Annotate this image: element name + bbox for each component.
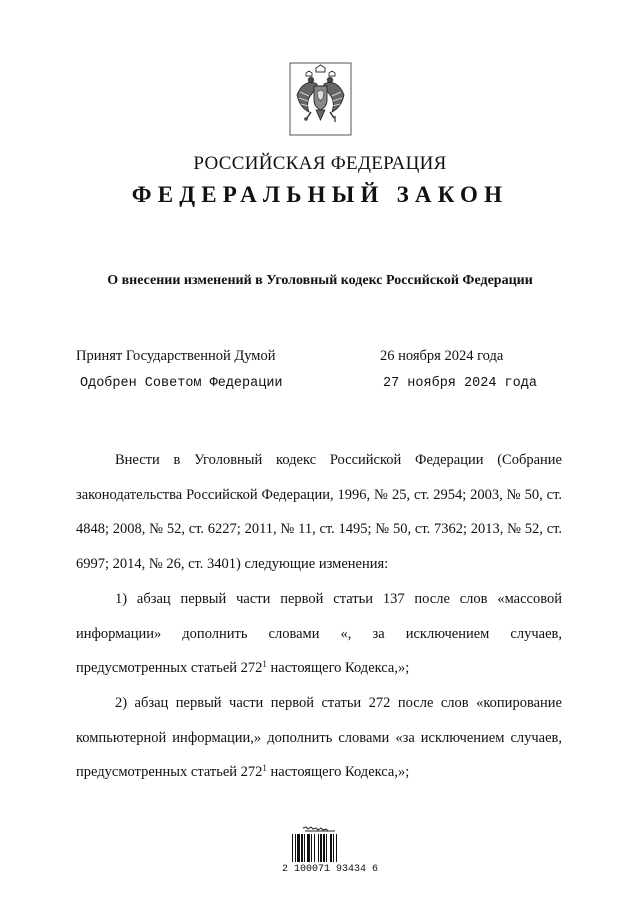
- item-2-text: 2) абзац первый части первой статьи 272 после слов «копирование компьютерной информации,» дополнить словами «за исключением случаев, предусмотренных статьей 272: [76, 695, 562, 780]
- item-2-superscript: 1: [262, 763, 267, 773]
- adopted-date: 26 ноября 2024 года: [380, 348, 504, 364]
- item-2-tail: настоящего Кодекса,»;: [266, 764, 410, 780]
- barcode-number: 2 100071 93434 6: [282, 864, 379, 875]
- coat-of-arms-icon: [289, 62, 352, 136]
- document-type-title: ФЕДЕРАЛЬНЫЙ ЗАКОН: [131, 182, 509, 207]
- law-subject: О внесении изменений в Уголовный кодекс Российской Федерации: [107, 273, 533, 288]
- approved-label: Одобрен Советом Федерации: [80, 376, 283, 391]
- intro-paragraph: [76, 443, 562, 581]
- barcode-icon: [289, 826, 351, 863]
- item-1-superscript: 1: [262, 659, 267, 669]
- intro-text: Внести в Уголовный кодекс Российской Федерации (Собрание законодательства Российской Федерации, 1996, № 25, ст. 2954; 2003, № 50, ст. 4848; 2008, № 52, ст. 6227; 2011, № 11, ст. 1495; № 50, ст. 7362; 2013, № 52, ст. 6997; 2014, № 26, ст. 3401) следующие изменения:: [76, 452, 562, 572]
- adopted-label: Принят Государственной Думой: [76, 348, 276, 364]
- country-name: РОССИЙСКАЯ ФЕДЕРАЦИЯ: [193, 153, 447, 174]
- item-1-tail: настоящего Кодекса,»;: [266, 660, 410, 676]
- amendment-item-1: [76, 582, 562, 686]
- amendment-item-2: [76, 686, 562, 790]
- approved-date: 27 ноября 2024 года: [383, 376, 537, 391]
- item-1-text: 1) абзац первый части первой статьи 137 после слов «массовой информации» дополнить словами «, за исключением случаев, предусмотренных статьей 272: [76, 591, 562, 676]
